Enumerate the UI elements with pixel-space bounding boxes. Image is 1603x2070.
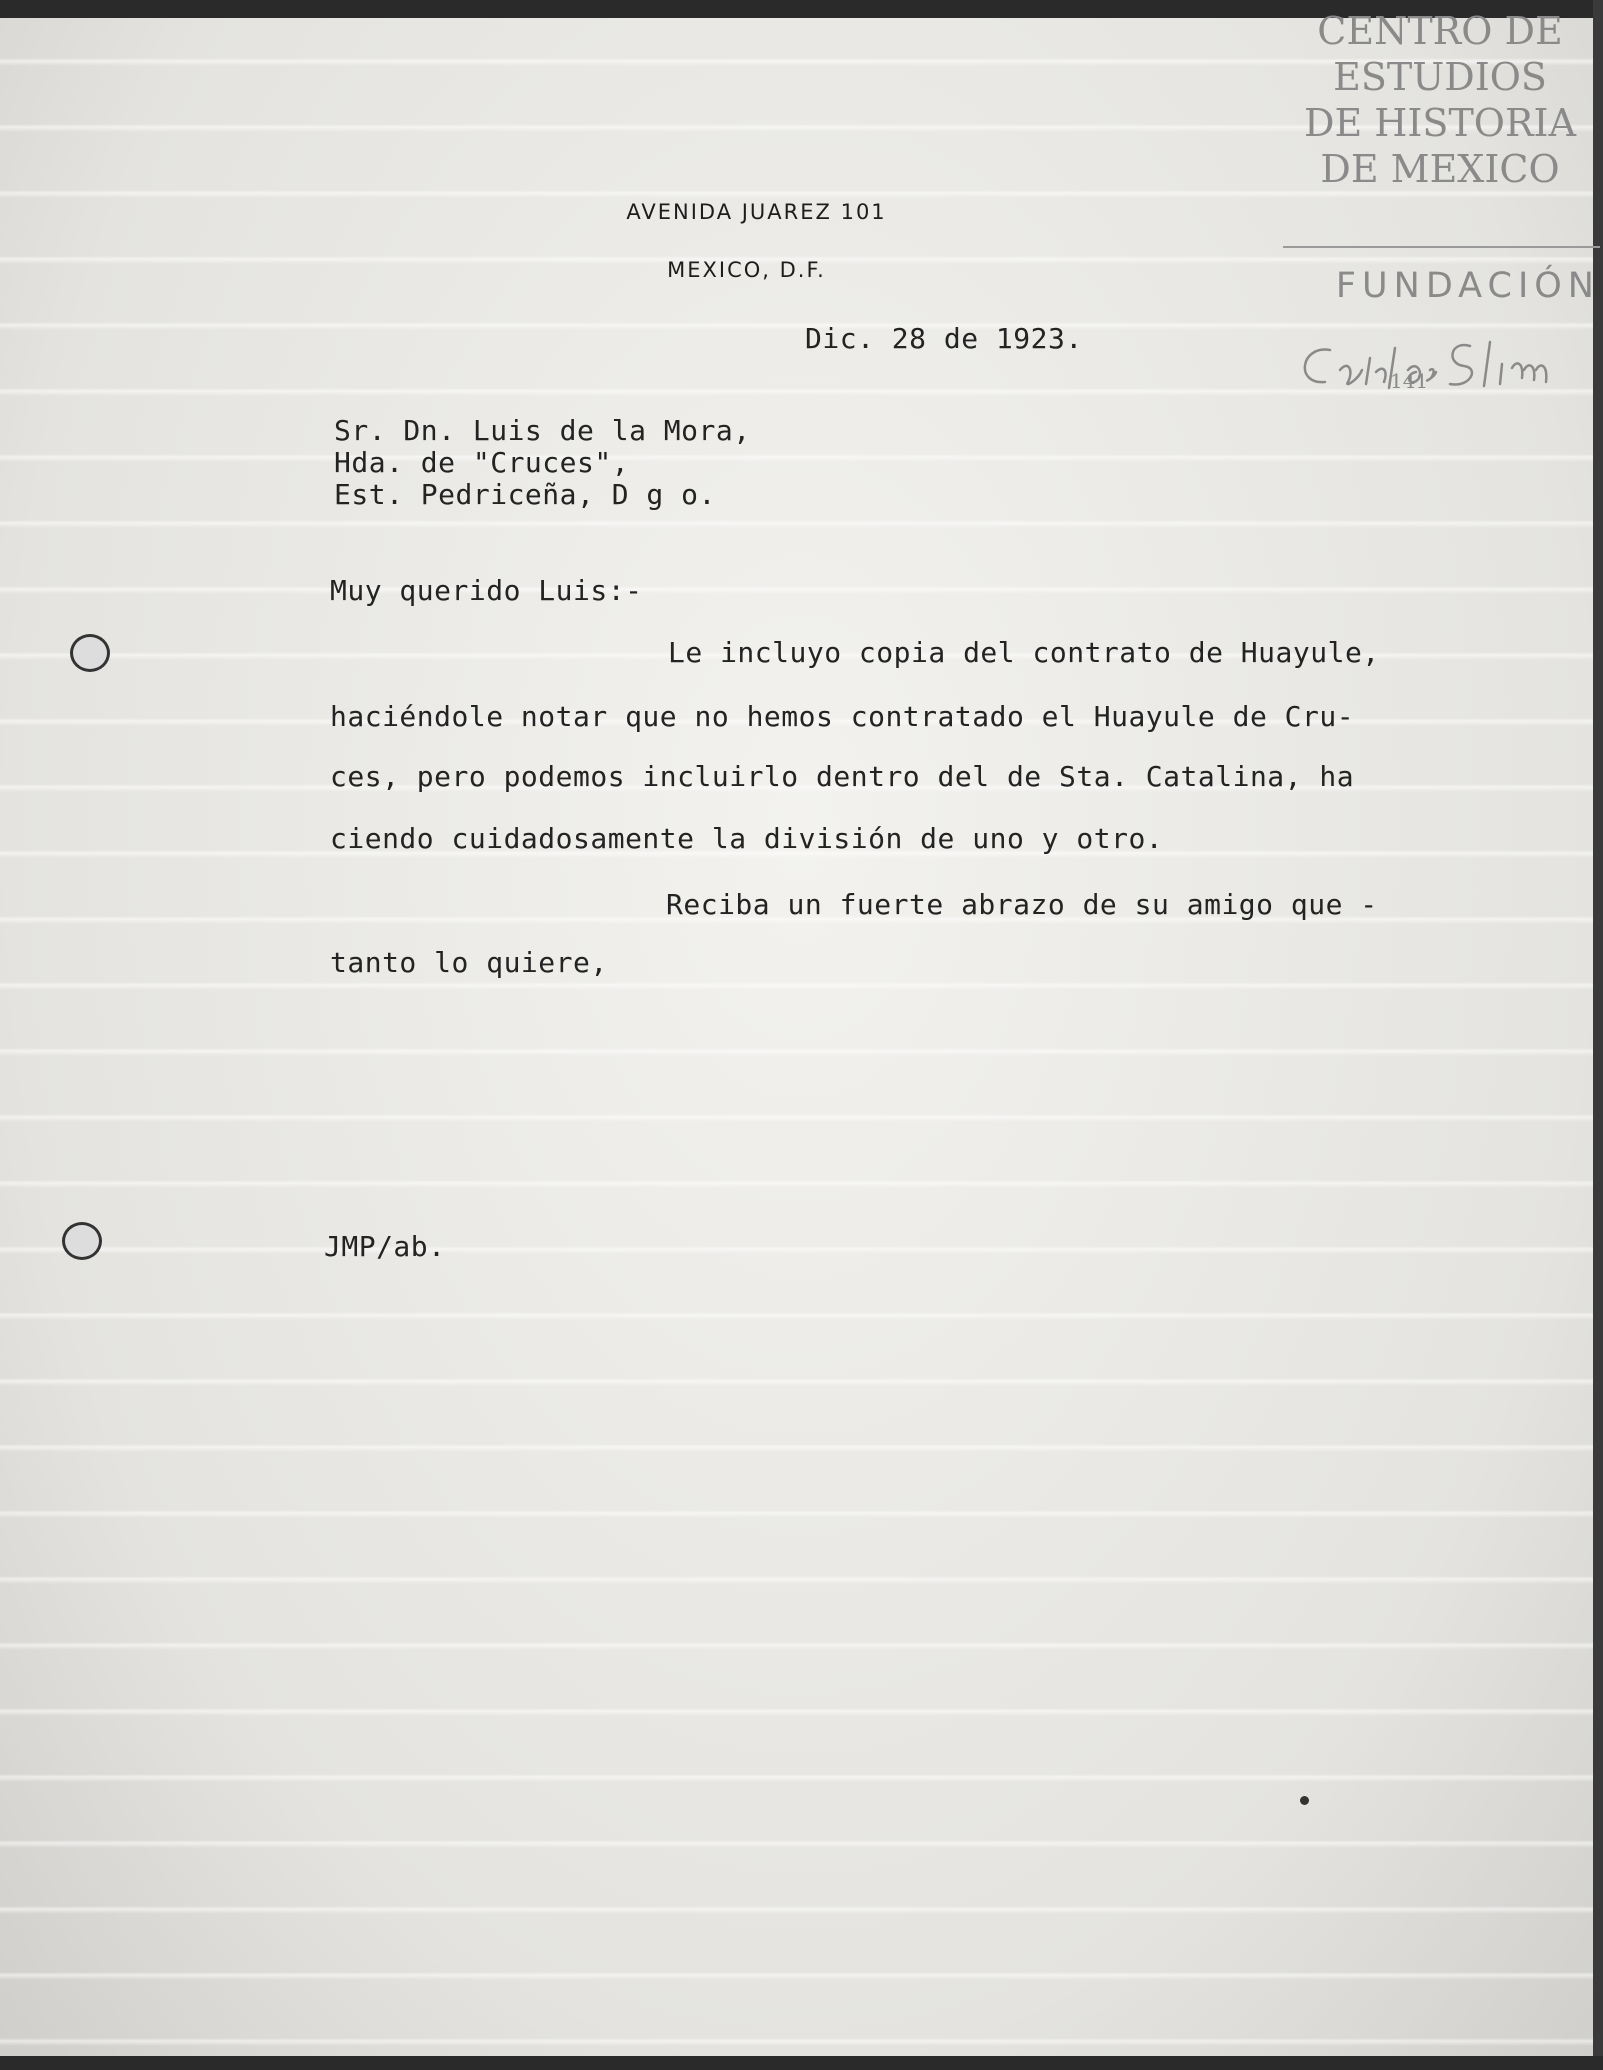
signature-image [1290,330,1590,400]
scan-border-bottom [0,2056,1603,2070]
stamp-page-number: 141 [1390,369,1429,393]
punch-hole [62,1222,102,1260]
letterhead-address: AVENIDA JUAREZ 101 [626,200,887,224]
stamp-fundacion: FUNDACIÓN [1335,266,1600,306]
ink-speck [1300,1796,1309,1805]
body-line: ciendo cuidadosamente la división de uno y otro. [330,822,1164,855]
recipient-hacienda: Hda. de "Cruces", [334,446,630,479]
letterhead-city: MEXICO, D.F. [667,258,826,282]
scan-border-right [1593,0,1603,2070]
salutation: Muy querido Luis:- [330,574,643,607]
recipient-name: Sr. Dn. Luis de la Mora, [334,414,751,447]
closing-line: Reciba un fuerte abrazo de su amigo que - [666,888,1378,921]
typist-initials: JMP/ab. [324,1230,446,1263]
body-line: ces, pero podemos incluirlo dentro del de Sta. Catalina, ha [330,760,1355,793]
body-line: Le incluyo copia del contrato de Huayule, [668,636,1380,669]
stamp-divider [1283,246,1600,248]
stamp-line: DE MEXICO [1320,147,1560,191]
stamp-line: ESTUDIOS [1333,55,1547,99]
punch-hole [70,634,110,672]
recipient-location: Est. Pedriceña, D g o. [334,478,716,511]
letter-date: Dic. 28 de 1923. [805,322,1083,355]
stamp-line: CENTRO DE [1317,9,1563,53]
body-line: haciéndole notar que no hemos contratado el Huayule de Cru- [330,700,1355,733]
archive-stamp [1280,8,1600,192]
stamp-line: DE HISTORIA [1303,101,1577,145]
closing-line: tanto lo quiere, [330,946,608,979]
